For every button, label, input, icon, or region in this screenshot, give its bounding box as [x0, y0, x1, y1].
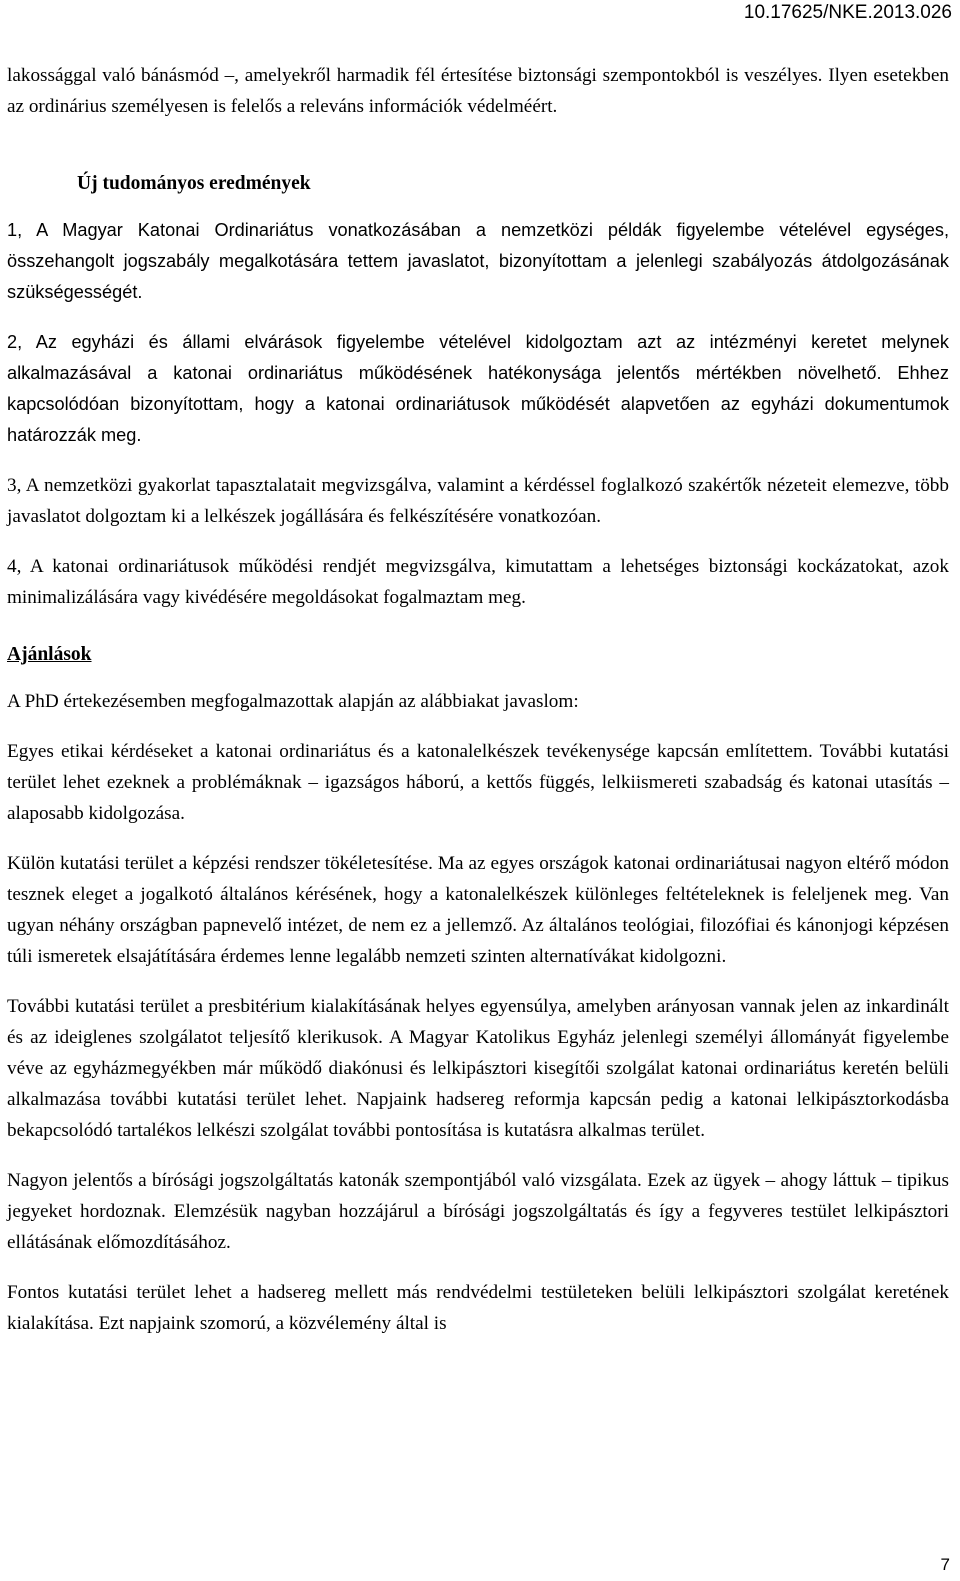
recommendation-paragraph-4: Nagyon jelentős a bírósági jogszolgáltatás katonák szempontjából való vizsgálata. Ezek az ügyek – ahogy láttuk – tipikus jegyeket hordoznak. Elemzésük nagyban hozzájárul a bírósági jogszolgáltatás és így a fegyveres testület lelkipásztori ellátásának előmozdításához. [7, 1170, 949, 1253]
recommendations-heading: Ajánlások [7, 644, 92, 665]
result-item-1: 1, A Magyar Katonai Ordinariátus vonatkozásában a nemzetközi példák figyelembe vételével egységes, összehangolt jogszabály megalkotására tettem javaslatot, bizonyítottam a jelenlegi szabályozás átdolgozásának szükségességét. [7, 220, 949, 302]
recommendation-paragraph-1: Egyes etikai kérdéseket a katonai ordinariátus és a katonalelkészek tevékenysége kapcsán említettem. További kutatási terület lehet ezeknek a problémáknak – igazságos háború, a kettős függés, lelkiismereti szabadság és katonai utasítás – alaposabb kidolgozása. [7, 741, 949, 824]
recommendation-paragraph-2: Külön kutatási terület a képzési rendszer tökéletesítése. Ma az egyes országok katonai ordinariátusai nagyon eltérő módon tesznek eleget a jogalkotó általános kérésének, hogy a katonalelkészek különleges feltételeknek is feleljenek meg. Van ugyan néhány országban papnevelő intézet, de nem ez a jellemző. Az általános teológiai, filozófiai és kánonjogi képzésen túli ismeretek elsajátítására érdemes lenne legalább nemzeti szinten alternatívákat kidolgozni. [7, 853, 949, 967]
recommendation-paragraph-3: További kutatási terület a presbitérium kialakításának helyes egyensúlya, amelyben arányosan vannak jelen az inkardinált és az ideiglenes szolgálatot teljesítő klerikusok. A Magyar Katolikus Egyház jelenlegi személyi állományát figyelembe véve az egyházmegyékben már működő diakónusi és lelkipásztori kisegítői szolgálat katonai ordinariátus keretén belüli alkalmazása további kutatási terület lehet. Napjaink hadsereg reformja kapcsán pedig a katonai lelkipásztorkodásba bekapcsolódó tartalékos lelkészi szolgálat további pontosítása is kutatásra alkalmas terület. [7, 996, 949, 1141]
result-item-4: 4, A katonai ordinariátusok működési rendjét megvizsgálva, kimutattam a lehetséges biztonsági kockázatokat, azok minimalizálására vagy kivédésére megoldásokat fogalmaztam meg. [7, 556, 949, 608]
intro-paragraph: lakossággal való bánásmód –, amelyekről harmadik fél értesítése biztonsági szempontokból is veszélyes. Ilyen esetekben az ordinárius személyesen is felelős a releváns információk védelméért. [7, 65, 949, 117]
recommendation-paragraph-5: Fontos kutatási terület lehet a hadsereg mellett más rendvédelmi testületeken belüli lelkipásztori szolgálat keretének kialakítása. Ezt napjaink szomorú, a közvélemény által is [7, 1282, 949, 1334]
document-body [7, 60, 949, 1339]
results-heading: Új tudományos eredmények [77, 173, 311, 194]
recommendations-intro: A PhD értekezésemben megfogalmazottak alapján az alábbiakat javaslom: [7, 691, 579, 712]
doi-header: 10.17625/NKE.2013.026 [743, 2, 952, 23]
page-number: 7 [940, 1555, 950, 1574]
result-item-3: 3, A nemzetközi gyakorlat tapasztalatait megvizsgálva, valamint a kérdéssel foglalkozó szakértők nézeteit elemezve, több javaslatot dolgoztam ki a lelkészek jogállására és felkészítésére vonatkozóan. [7, 475, 949, 527]
result-item-2: 2, Az egyházi és állami elvárások figyelembe vételével kidolgoztam azt az intézményi keretet melynek alkalmazásával a katonai ordinariátus működésének hatékonysága jelentős mértékben növelhető. Ehhez kapcsolódóan bizonyítottam, hogy a katonai ordinariátusok működését alapvetően az egyházi dokumentumok határozzák meg. [7, 332, 949, 445]
